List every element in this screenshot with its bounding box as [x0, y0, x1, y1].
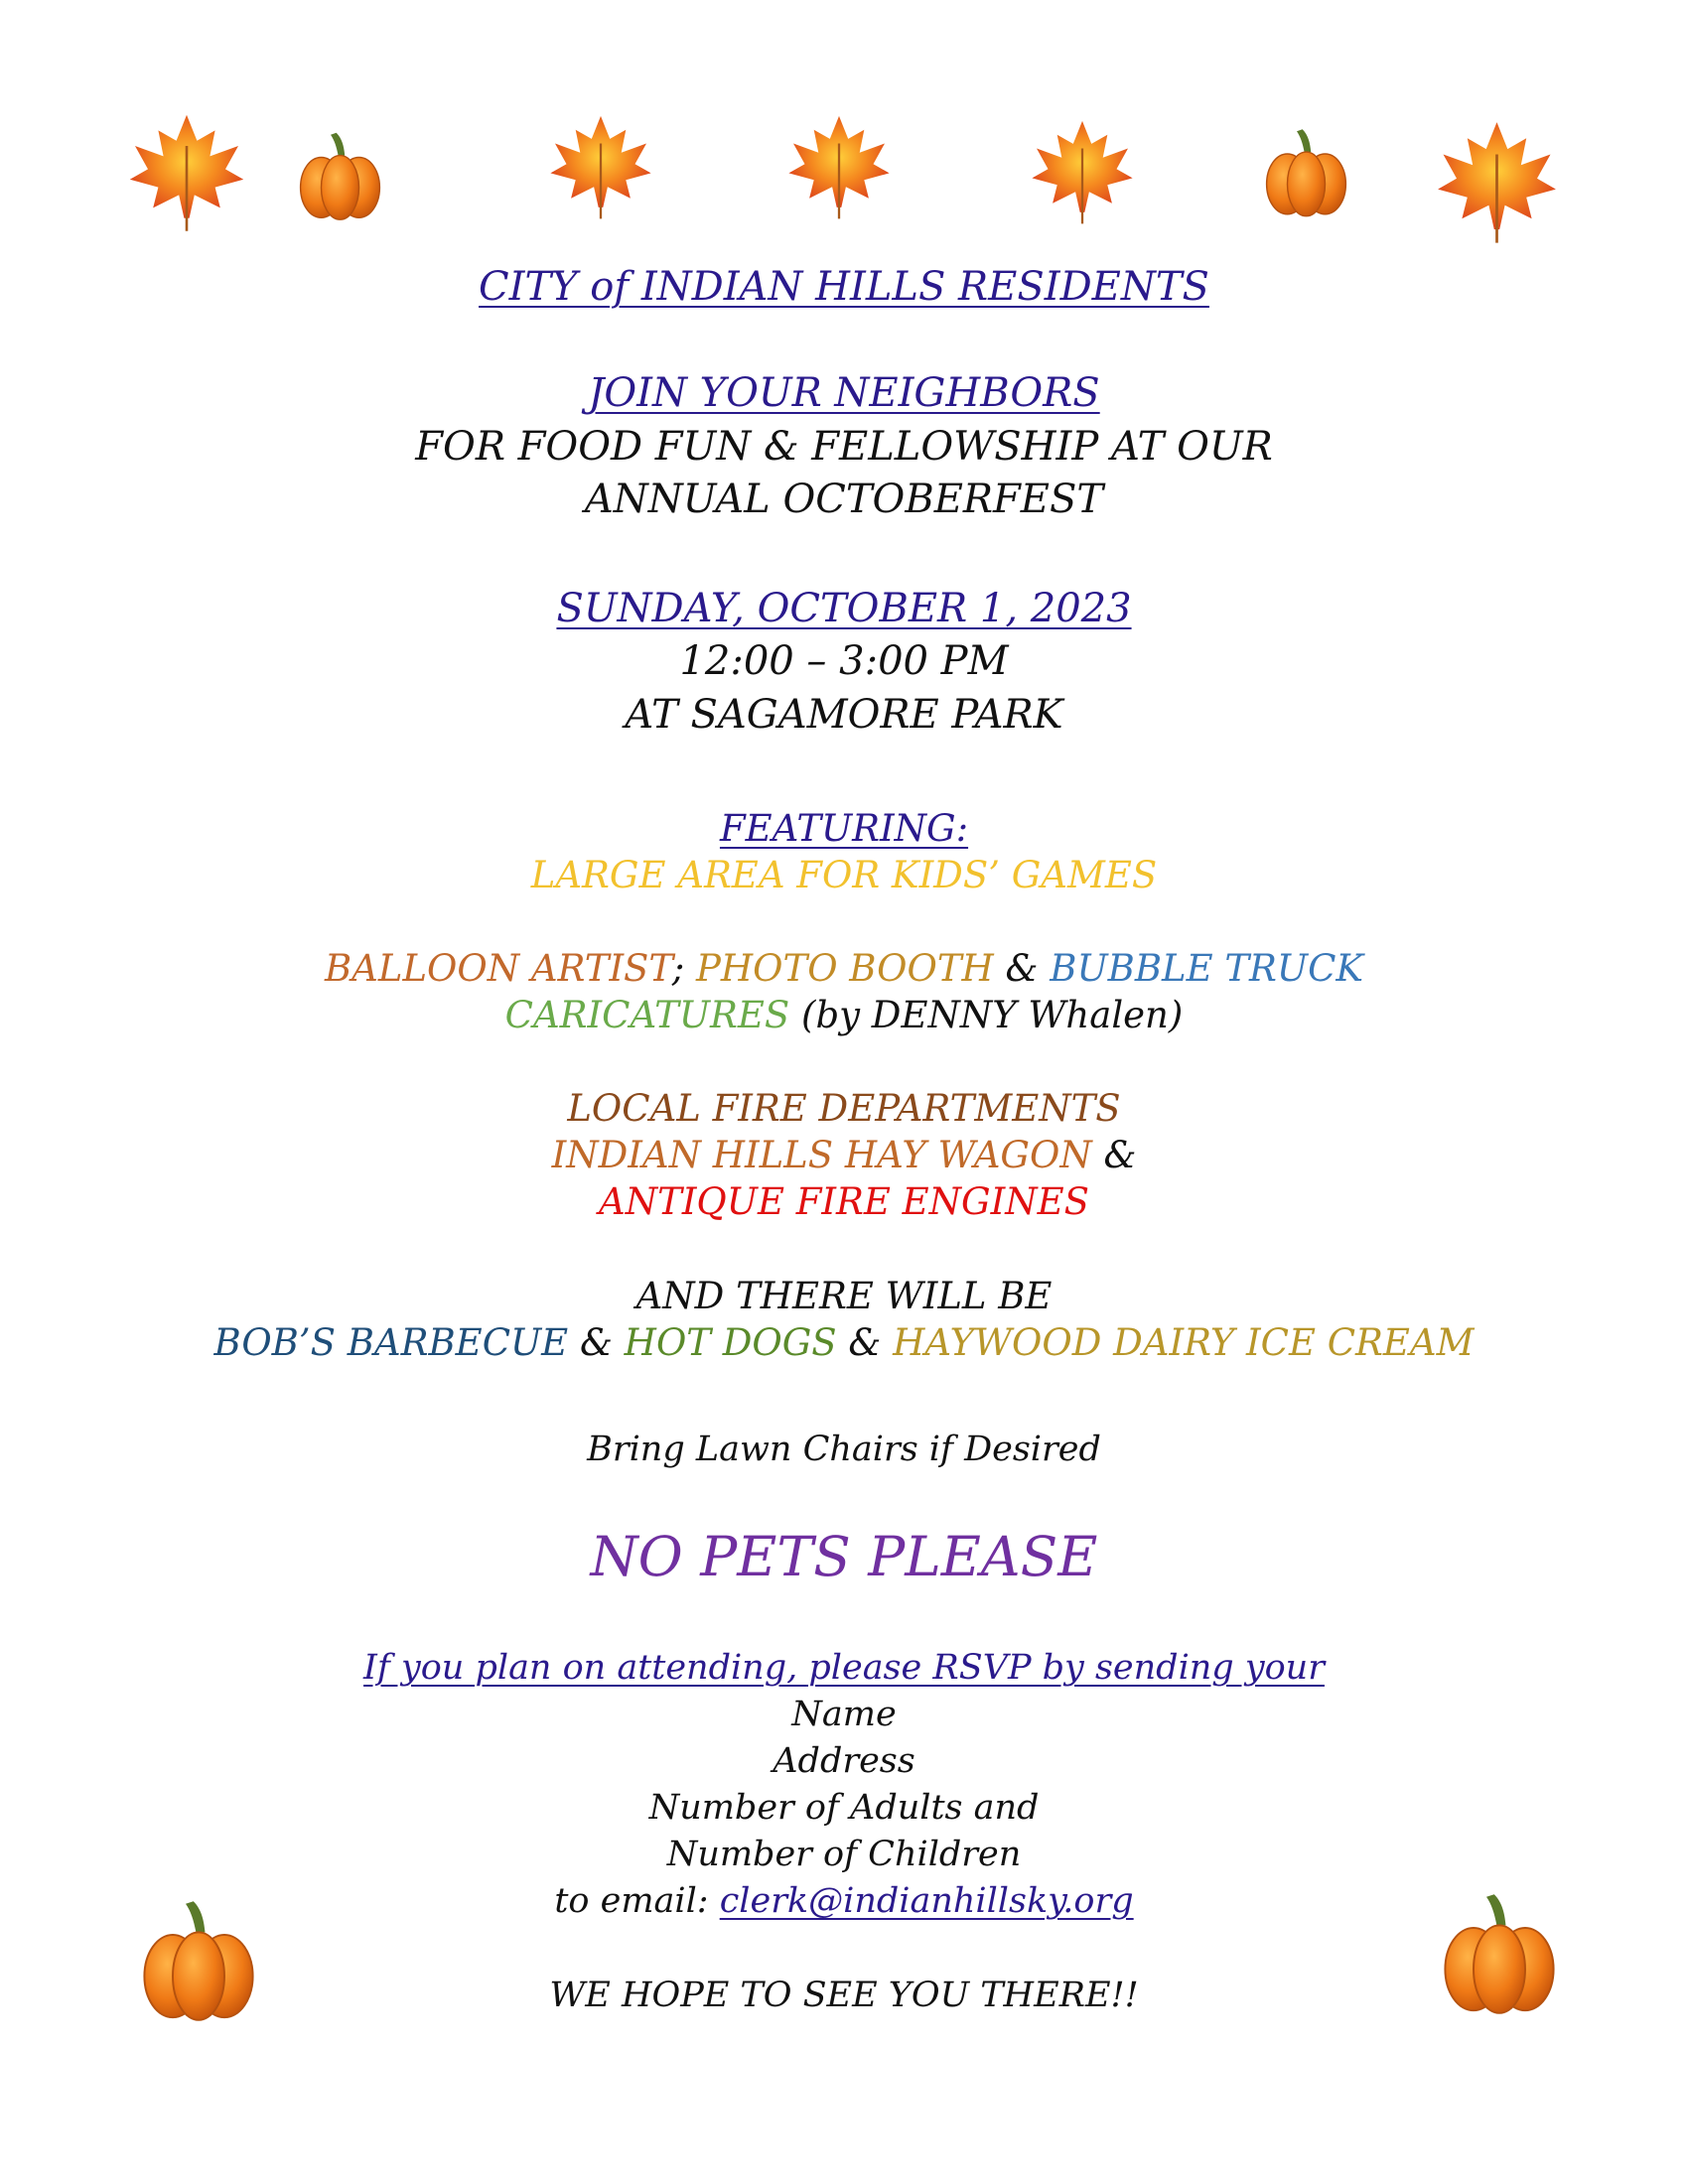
rsvp-email-line: [0, 1881, 1688, 1921]
haywood-ice-cream: HAYWOOD DAIRY ICE CREAM: [893, 1321, 1475, 1364]
bubble-truck: BUBBLE TRUCK: [1050, 947, 1364, 990]
featuring-label: FEATURING:: [719, 807, 969, 850]
maple-leaf-icon: [1018, 114, 1147, 228]
page-title: CITY of INDIAN HILLS RESIDENTS: [479, 264, 1209, 310]
separator: &: [993, 947, 1051, 990]
rsvp-item: Address: [773, 1741, 915, 1781]
email-link[interactable]: clerk@indianhillsky.org: [719, 1881, 1134, 1921]
event-date: SUNDAY, OCTOBER 1, 2023: [556, 586, 1132, 631]
food-intro: AND THERE WILL BE: [635, 1275, 1053, 1317]
pumpkin-icon: [1259, 117, 1353, 228]
kids-games: LARGE AREA FOR KIDS’ GAMES: [530, 854, 1158, 896]
invite-line: ANNUAL OCTOBERFEST: [584, 477, 1104, 522]
hay-wagon-line: [0, 1134, 1688, 1176]
lawn-chairs-note: Bring Lawn Chairs if Desired: [587, 1430, 1101, 1469]
maple-leaf-icon: [1430, 104, 1564, 258]
hay-wagon: INDIAN HILLS HAY WAGON: [551, 1134, 1092, 1176]
event-time: 12:00 – 3:00 PM: [679, 638, 1009, 684]
photo-booth: PHOTO BOOTH: [696, 947, 994, 990]
no-pets-note: NO PETS PLEASE: [590, 1525, 1098, 1588]
email-prefix: to email:: [554, 1881, 720, 1921]
balloon-artist: BALLOON ARTIST: [324, 947, 672, 990]
bobs-barbecue: BOB’S BARBECUE: [213, 1321, 569, 1364]
fire-departments: LOCAL FIRE DEPARTMENTS: [567, 1087, 1121, 1130]
attractions-line: [0, 947, 1688, 990]
separator: &: [568, 1321, 625, 1364]
antique-fire-engines: ANTIQUE FIRE ENGINES: [599, 1180, 1089, 1223]
caricatures-line: [0, 994, 1688, 1036]
rsvp-intro: If you plan on attending, please RSVP by sending your: [363, 1648, 1325, 1688]
closing-line: WE HOPE TO SEE YOU THERE!!: [549, 1976, 1139, 2015]
rsvp-item: Name: [791, 1695, 897, 1734]
caricatures-artist: (by DENNY Whalen): [789, 994, 1184, 1036]
rsvp-item: Number of Children: [666, 1835, 1022, 1874]
hot-dogs: HOT DOGS: [624, 1321, 837, 1364]
invite-headline: JOIN YOUR NEIGHBORS: [588, 370, 1100, 416]
separator: ;: [671, 947, 697, 990]
food-line: [0, 1321, 1688, 1364]
separator: &: [836, 1321, 894, 1364]
maple-leaf-icon: [112, 107, 261, 236]
maple-leaf-icon: [536, 109, 665, 223]
event-location: AT SAGAMORE PARK: [625, 692, 1063, 738]
invite-line: FOR FOOD FUN & FELLOWSHIP AT OUR: [415, 424, 1273, 470]
separator: &: [1091, 1134, 1137, 1176]
rsvp-item: Number of Adults and: [648, 1788, 1040, 1828]
maple-leaf-icon: [779, 109, 899, 223]
pumpkin-icon: [293, 119, 387, 233]
caricatures: CARICATURES: [504, 994, 790, 1036]
